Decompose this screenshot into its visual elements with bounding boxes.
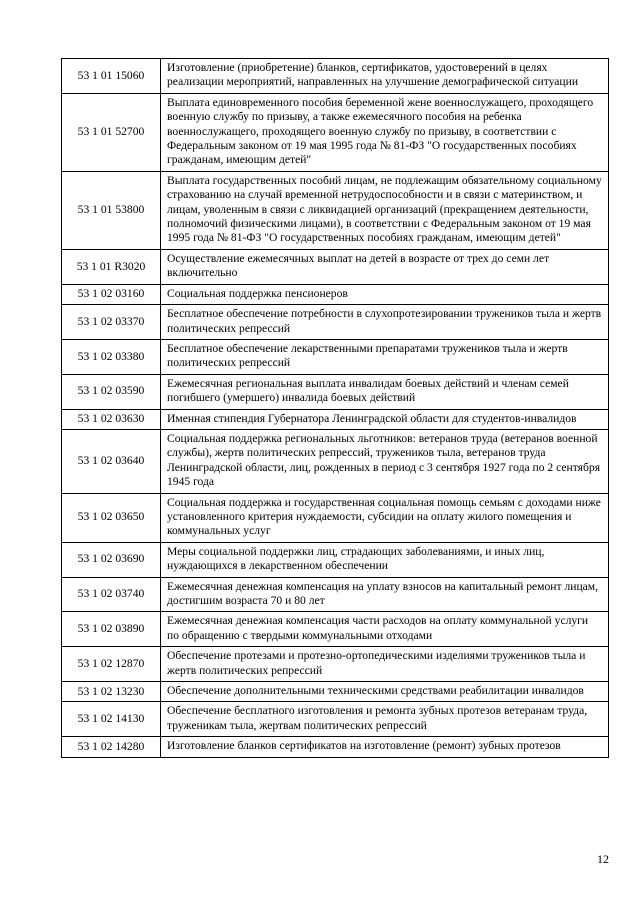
row-code: 53 1 02 03590 bbox=[62, 374, 161, 409]
row-description: Именная стипендия Губернатора Ленинградской области для студентов-инвалидов bbox=[161, 409, 609, 429]
row-description: Обеспечение бесплатного изготовления и ремонта зубных протезов ветеранам труда, труженикам тыла, жертвам политических репрессий bbox=[161, 702, 609, 737]
page-number: 12 bbox=[597, 852, 609, 866]
row-description: Бесплатное обеспечение потребности в слухопротезировании тружеников тыла и жертв политических репрессий bbox=[161, 305, 609, 340]
row-description: Социальная поддержка региональных льготников: ветеранов труда (ветеранов военной службы), жертв политических репрессий, тружеников тыла, ветеранов труда Ленинградской области, лиц, рожденных в период с 3 сентября 1927 года по 2 сентября 1945 года bbox=[161, 429, 609, 493]
row-code: 53 1 02 13230 bbox=[62, 682, 161, 702]
row-description: Изготовление бланков сертификатов на изготовление (ремонт) зубных протезов bbox=[161, 737, 609, 757]
table-row bbox=[62, 612, 609, 647]
table-row bbox=[62, 284, 609, 304]
row-description: Выплата государственных пособий лицам, не подлежащим обязательному социальному страхованию на случай временной нетрудоспособности и в связи с материнством, и лицам, уволенным в связи с ликвидацией организаций (прекращением деятельности, полномочий физическими лицами), в соответствии с Федеральным законом от 19 мая 1995 года № 81-ФЗ "О государственных пособиях гражданам, имеющим детей" bbox=[161, 171, 609, 249]
row-code: 53 1 01 R3020 bbox=[62, 249, 161, 284]
row-code: 53 1 02 12870 bbox=[62, 647, 161, 682]
row-description: Изготовление (приобретение) бланков, сертификатов, удостоверений в целях реализации мероприятий, направленных на улучшение демографической ситуации bbox=[161, 59, 609, 94]
row-description: Обеспечение протезами и протезно-ортопедическими изделиями тружеников тыла и жертв политических репрессий bbox=[161, 647, 609, 682]
table-row bbox=[62, 493, 609, 542]
row-description: Меры социальной поддержки лиц, страдающих заболеваниями, и иных лиц, нуждающихся в лекарственном обеспечении bbox=[161, 542, 609, 577]
table-row bbox=[62, 647, 609, 682]
row-code: 53 1 02 14130 bbox=[62, 702, 161, 737]
row-code: 53 1 01 53800 bbox=[62, 171, 161, 249]
table-row bbox=[62, 542, 609, 577]
table-row bbox=[62, 93, 609, 171]
row-description: Социальная поддержка и государственная социальная помощь семьям с доходами ниже установленного критерия нуждаемости, субсидии на оплату жилого помещения и коммунальных услуг bbox=[161, 493, 609, 542]
table-row bbox=[62, 305, 609, 340]
table-row bbox=[62, 249, 609, 284]
row-description: Обеспечение дополнительными техническими средствами реабилитации инвалидов bbox=[161, 682, 609, 702]
table-row bbox=[62, 339, 609, 374]
row-code: 53 1 01 52700 bbox=[62, 93, 161, 171]
table-row bbox=[62, 374, 609, 409]
row-description: Ежемесячная денежная компенсация части расходов на оплату коммунальной услуги по обращению с твердыми коммунальными отходами bbox=[161, 612, 609, 647]
row-description: Социальная поддержка пенсионеров bbox=[161, 284, 609, 304]
row-code: 53 1 02 03630 bbox=[62, 409, 161, 429]
row-code: 53 1 02 14280 bbox=[62, 737, 161, 757]
table-row bbox=[62, 702, 609, 737]
row-description: Выплата единовременного пособия беременной жене военнослужащего, проходящего военную службу по призыву, а также ежемесячного пособия на ребенка военнослужащего, проходящего военную службу по призыву, в соответствии с Федеральным законом от 19 мая 1995 года № 81-ФЗ "О государственных пособиях гражданам, имеющим детей" bbox=[161, 93, 609, 171]
table-row bbox=[62, 737, 609, 757]
row-description: Ежемесячная региональная выплата инвалидам боевых действий и членам семей погибшего (умершего) инвалида боевых действий bbox=[161, 374, 609, 409]
table-row bbox=[62, 429, 609, 493]
row-code: 53 1 02 03370 bbox=[62, 305, 161, 340]
row-code: 53 1 02 03160 bbox=[62, 284, 161, 304]
row-code: 53 1 02 03380 bbox=[62, 339, 161, 374]
table-row bbox=[62, 59, 609, 94]
table-row bbox=[62, 171, 609, 249]
row-code: 53 1 02 03740 bbox=[62, 577, 161, 612]
row-code: 53 1 02 03640 bbox=[62, 429, 161, 493]
row-description: Бесплатное обеспечение лекарственными препаратами тружеников тыла и жертв политических репрессий bbox=[161, 339, 609, 374]
table-row bbox=[62, 409, 609, 429]
row-code: 53 1 02 03650 bbox=[62, 493, 161, 542]
row-code: 53 1 01 15060 bbox=[62, 59, 161, 94]
table-row bbox=[62, 682, 609, 702]
row-code: 53 1 02 03890 bbox=[62, 612, 161, 647]
row-description: Осуществление ежемесячных выплат на детей в возрасте от трех до семи лет включительно bbox=[161, 249, 609, 284]
row-description: Ежемесячная денежная компенсация на уплату взносов на капитальный ремонт лицам, достигшим возраста 70 и 80 лет bbox=[161, 577, 609, 612]
row-code: 53 1 02 03690 bbox=[62, 542, 161, 577]
budget-classification-table bbox=[61, 58, 609, 758]
table-row bbox=[62, 577, 609, 612]
